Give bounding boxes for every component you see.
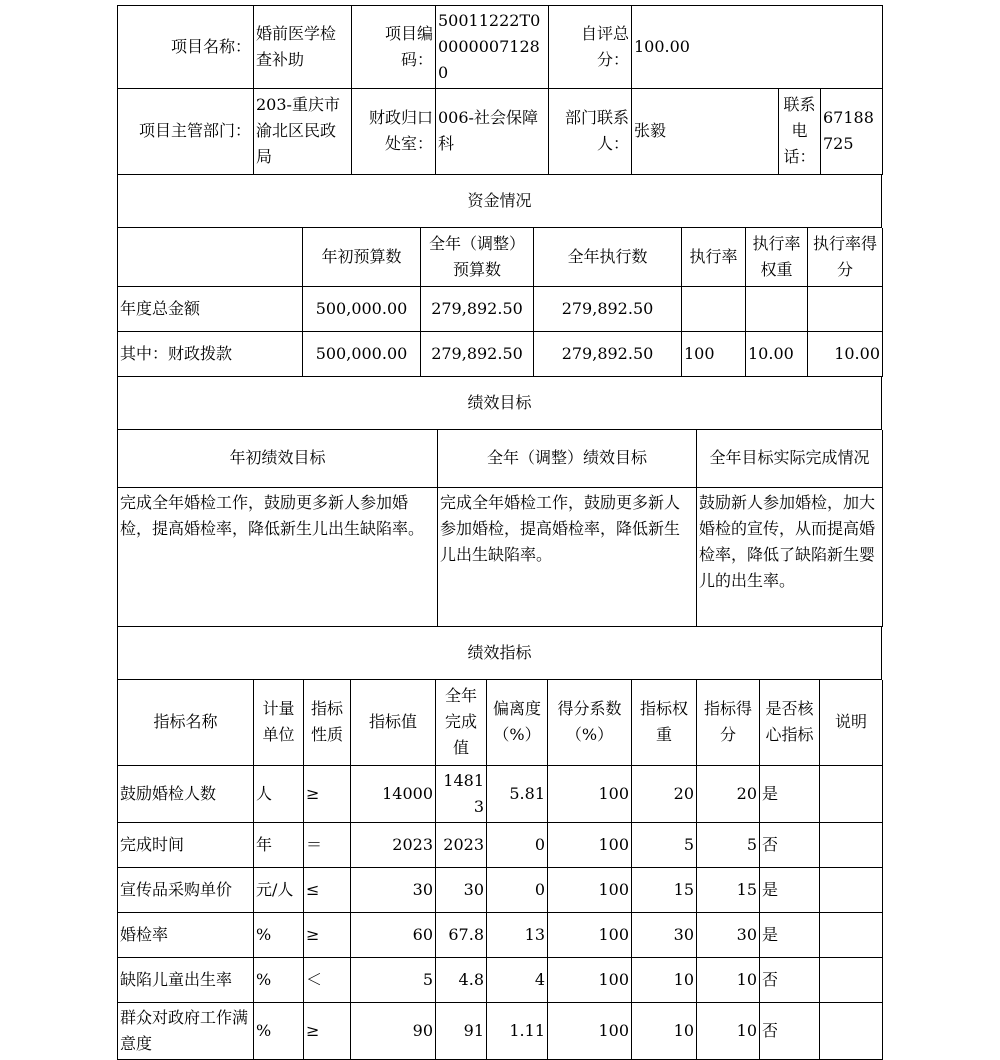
ind-col-name: 指标名称	[118, 680, 254, 765]
ind-core: 否	[760, 957, 820, 1002]
ind-weight: 30	[632, 912, 697, 957]
funds-executed: 279,892.50	[534, 331, 682, 376]
contact-value: 张毅	[632, 89, 779, 174]
goal-adjusted-text: 完成全年婚检工作，鼓励更多新人参加婚检，提高婚检率，降低新生儿出生缺陷率。	[438, 487, 697, 626]
funds-col-2: 全年（调整）预算数	[421, 228, 534, 286]
ind-op: ≤	[304, 867, 351, 912]
ind-actual: 91	[436, 1002, 487, 1059]
ind-score: 10	[697, 1002, 760, 1059]
funds-rate	[682, 286, 746, 331]
ind-name: 完成时间	[118, 822, 254, 867]
indicators-section-title: 绩效指标	[118, 627, 882, 680]
ind-target: 60	[351, 912, 436, 957]
ind-score: 15	[697, 867, 760, 912]
ind-weight: 15	[632, 867, 697, 912]
ind-core: 否	[760, 822, 820, 867]
ind-weight: 5	[632, 822, 697, 867]
ind-core: 否	[760, 1002, 820, 1059]
ind-col-dev: 偏离度（%）	[487, 680, 548, 765]
goals-col-adjusted: 全年（调整）绩效目标	[438, 430, 697, 487]
ind-col-score: 指标得分	[697, 680, 760, 765]
funds-row-label: 其中：财政拨款	[118, 331, 303, 376]
ind-col-actual: 全年完成值	[436, 680, 487, 765]
ind-col-weight: 指标权重	[632, 680, 697, 765]
ind-unit: 人	[254, 765, 304, 822]
ind-unit: 元/人	[254, 867, 304, 912]
project-code-value: 50011222T000000071280	[436, 6, 549, 89]
ind-actual: 67.8	[436, 912, 487, 957]
ind-op: ＜	[304, 957, 351, 1002]
funds-row	[118, 331, 883, 376]
ind-note	[820, 1002, 883, 1059]
ind-note	[820, 912, 883, 957]
header-table	[117, 5, 883, 89]
indicators-table	[117, 680, 883, 1060]
goals-col-initial: 年初绩效目标	[118, 430, 438, 487]
ind-name: 鼓励婚检人数	[118, 765, 254, 822]
table-row	[118, 822, 883, 867]
ind-coef: 100	[548, 765, 632, 822]
ind-coef: 100	[548, 822, 632, 867]
ind-core: 是	[760, 867, 820, 912]
ind-core: 是	[760, 765, 820, 822]
goals-section-title: 绩效目标	[118, 377, 882, 430]
ind-weight: 20	[632, 765, 697, 822]
ind-unit: %	[254, 912, 304, 957]
ind-note	[820, 867, 883, 912]
funds-col-5: 执行率权重	[746, 228, 808, 286]
ind-op: ≥	[304, 912, 351, 957]
ind-target: 2023	[351, 822, 436, 867]
ind-col-core: 是否核心指标	[760, 680, 820, 765]
ind-col-note: 说明	[820, 680, 883, 765]
indicators-section-header	[117, 627, 882, 681]
ind-op: ≥	[304, 765, 351, 822]
ind-core: 是	[760, 912, 820, 957]
ind-unit: 年	[254, 822, 304, 867]
project-name-label: 项目名称：	[118, 6, 254, 89]
ind-target: 30	[351, 867, 436, 912]
goals-col-actual: 全年目标实际完成情况	[697, 430, 883, 487]
ind-actual: 30	[436, 867, 487, 912]
table-row	[118, 867, 883, 912]
funds-score: 10.00	[808, 331, 883, 376]
ind-dev: 0	[487, 867, 548, 912]
funds-executed: 279,892.50	[534, 286, 682, 331]
ind-col-coef: 得分系数（%）	[548, 680, 632, 765]
table-row	[118, 957, 883, 1002]
ind-name: 宣传品采购单价	[118, 867, 254, 912]
ind-dev: 5.81	[487, 765, 548, 822]
ind-dev: 4	[487, 957, 548, 1002]
funds-initial: 500,000.00	[303, 331, 421, 376]
indicators-header-row	[118, 680, 883, 765]
dept-value: 203-重庆市渝北区民政局	[254, 89, 352, 174]
ind-name: 缺陷儿童出生率	[118, 957, 254, 1002]
ind-score: 20	[697, 765, 760, 822]
ind-op: ≥	[304, 1002, 351, 1059]
goal-actual-text: 鼓励新人参加婚检，加大婚检的宣传，从而提高婚检率，降低了缺陷新生婴儿的出生率。	[697, 487, 883, 626]
ind-unit: %	[254, 957, 304, 1002]
ind-weight: 10	[632, 1002, 697, 1059]
ind-dev: 1.11	[487, 1002, 548, 1059]
table-row	[118, 1002, 883, 1059]
ind-dev: 13	[487, 912, 548, 957]
ind-target: 5	[351, 957, 436, 1002]
ind-target: 90	[351, 1002, 436, 1059]
project-code-label: 项目编码：	[352, 6, 436, 89]
ind-coef: 100	[548, 957, 632, 1002]
funds-col-3: 全年执行数	[534, 228, 682, 286]
ind-weight: 10	[632, 957, 697, 1002]
project-name-value: 婚前医学检查补助	[254, 6, 352, 89]
funds-header-row	[118, 228, 883, 286]
ind-score: 10	[697, 957, 760, 1002]
ind-coef: 100	[548, 912, 632, 957]
ind-actual: 14813	[436, 765, 487, 822]
dept-table	[117, 89, 883, 175]
funds-col-4: 执行率	[682, 228, 746, 286]
ind-score: 30	[697, 912, 760, 957]
ind-coef: 100	[548, 867, 632, 912]
ind-col-op: 指标性质	[304, 680, 351, 765]
funds-row-label: 年度总金额	[118, 286, 303, 331]
funds-section-header	[117, 175, 882, 229]
ind-name: 婚检率	[118, 912, 254, 957]
goal-initial-text: 完成全年婚检工作，鼓励更多新人参加婚检，提高婚检率，降低新生儿出生缺陷率。	[118, 487, 438, 626]
phone-value: 67188725	[821, 89, 883, 174]
ind-dev: 0	[487, 822, 548, 867]
funds-col-6: 执行率得分	[808, 228, 883, 286]
ind-score: 5	[697, 822, 760, 867]
ind-note	[820, 957, 883, 1002]
phone-label: 联系电话：	[779, 89, 821, 174]
funds-adjusted: 279,892.50	[421, 331, 534, 376]
ind-unit: %	[254, 1002, 304, 1059]
funds-weight: 10.00	[746, 331, 808, 376]
funds-section-title: 资金情况	[118, 175, 882, 228]
funds-col-1: 年初预算数	[303, 228, 421, 286]
ind-coef: 100	[548, 1002, 632, 1059]
ind-note	[820, 765, 883, 822]
ind-target: 14000	[351, 765, 436, 822]
ind-name: 群众对政府工作满意度	[118, 1002, 254, 1059]
dept-label: 项目主管部门：	[118, 89, 254, 174]
self-score-label: 自评总分：	[549, 6, 632, 89]
funds-adjusted: 279,892.50	[421, 286, 534, 331]
funds-table	[117, 228, 883, 377]
finance-office-label: 财政归口处室：	[352, 89, 436, 174]
ind-note	[820, 822, 883, 867]
finance-office-value: 006-社会保障科	[436, 89, 549, 174]
funds-rate: 100	[682, 331, 746, 376]
ind-actual: 4.8	[436, 957, 487, 1002]
funds-row	[118, 286, 883, 331]
ind-col-target: 指标值	[351, 680, 436, 765]
funds-col-0	[118, 228, 303, 286]
goals-section-header	[117, 377, 882, 431]
table-row	[118, 765, 883, 822]
contact-label: 部门联系人：	[549, 89, 632, 174]
table-row	[118, 912, 883, 957]
goals-table	[117, 430, 883, 627]
ind-col-unit: 计量单位	[254, 680, 304, 765]
evaluation-sheet	[117, 5, 882, 1060]
funds-weight	[746, 286, 808, 331]
self-score-value: 100.00	[632, 6, 883, 89]
funds-initial: 500,000.00	[303, 286, 421, 331]
ind-op: ＝	[304, 822, 351, 867]
funds-score	[808, 286, 883, 331]
ind-actual: 2023	[436, 822, 487, 867]
